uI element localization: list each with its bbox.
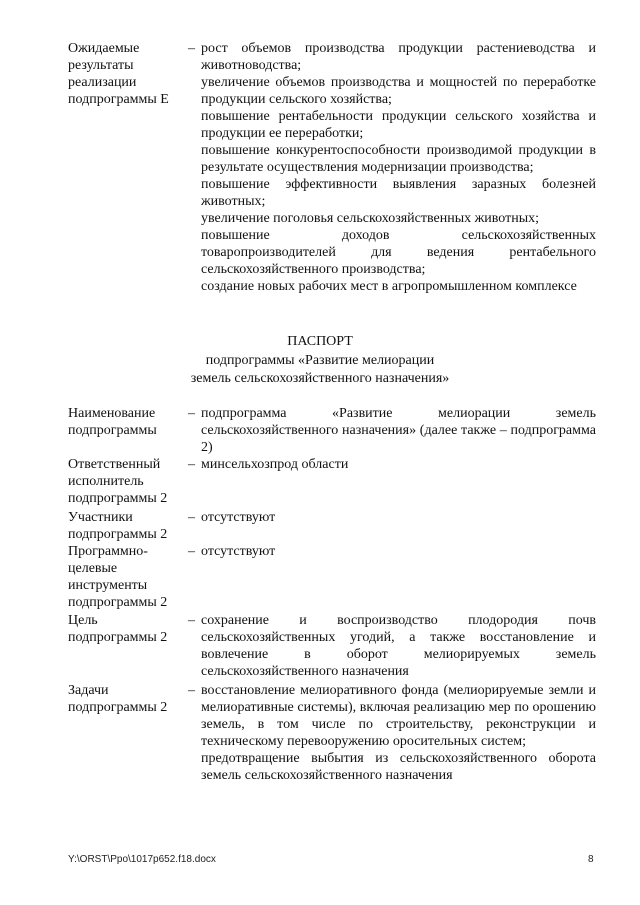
row-item: отсутствуют [201,510,276,525]
section-e-label: Ожидаемые результаты реализации подпрограммы Е [68,41,169,107]
row-label: Программно- целевые инструменты подпрограммы 2 [68,544,168,610]
section-e-item: повышение доходов сельскохозяйственных товаропроизводителей для ведения рентабельного сельскохозяйственного производства; [201,228,596,277]
row-item: подпрограмма «Развитие мелиорации земель сельскохозяйственного назначения» (далее также – подпрограмма 2) [201,406,596,455]
row-value [201,456,596,473]
section-e-item: создание новых рабочих мест в агропромышленном комплексе [201,279,577,294]
row-dash: – [188,457,195,472]
passport-subtitle-line2: земель сельскохозяйственного назначения» [190,371,450,386]
section-e-item: увеличение объемов производства и мощностей по переработке продукции сельского хозяйства; [201,75,596,107]
row-item: предотвращение выбытия из сельскохозяйственного оборота земель сельскохозяйственного назначения [201,751,596,783]
section-e-value [201,40,596,295]
passport-title: ПАСПОРТ [287,334,353,349]
section-e-item: повышение рентабельности продукции сельского хозяйства и продукции ее переработки; [201,109,596,141]
row-value [201,682,596,784]
row-item: сохранение и воспроизводство плодородия почв сельскохозяйственных угодий, а также восстановление и вовлечение в оборот мелиорируемых земель сельскохозяйственного назначения [201,613,596,679]
section-e-item: рост объемов производства продукции растениеводства и животноводства; [201,41,596,73]
row-dash: – [188,613,195,628]
section-e-item: увеличение поголовья сельскохозяйственных животных; [201,211,540,226]
row-dash: – [188,544,195,559]
row-dash: – [188,683,195,698]
row-dash: – [188,510,195,525]
row-value [201,405,596,456]
section-e-item: повышение конкурентоспособности производимой продукции в результате осуществления модернизации производства; [201,143,596,175]
row-label: Цель подпрограммы 2 [68,613,168,645]
row-item: восстановление мелиоративного фонда (мелиорируемые земли и мелиоративные системы), включая реализацию мер по орошению земель, в том числе по строительству, реконструкции и техническому перевооружению оросительных систем; [201,683,596,749]
row-value [201,543,596,560]
row-label: Участники подпрограммы 2 [68,510,168,542]
footer-file-path: Y:\ORST\Ppo\1017p652.f18.docx [68,854,216,865]
row-item: отсутствуют [201,544,276,559]
row-value [201,509,596,526]
section-e-dash: – [188,41,195,56]
row-label: Ответственный исполнитель подпрограммы 2 [68,457,168,506]
row-dash: – [188,406,195,421]
row-label: Задачи подпрограммы 2 [68,683,168,715]
footer-page-number: 8 [588,854,594,865]
passport-subtitle-line1: подпрограммы «Развитие мелиорации [205,353,435,368]
row-value [201,612,596,680]
row-label: Наименование подпрограммы [68,406,157,438]
row-item: минсельхозпрод области [201,457,349,472]
section-e-item: повышение эффективности выявления заразных болезней животных; [201,177,596,209]
